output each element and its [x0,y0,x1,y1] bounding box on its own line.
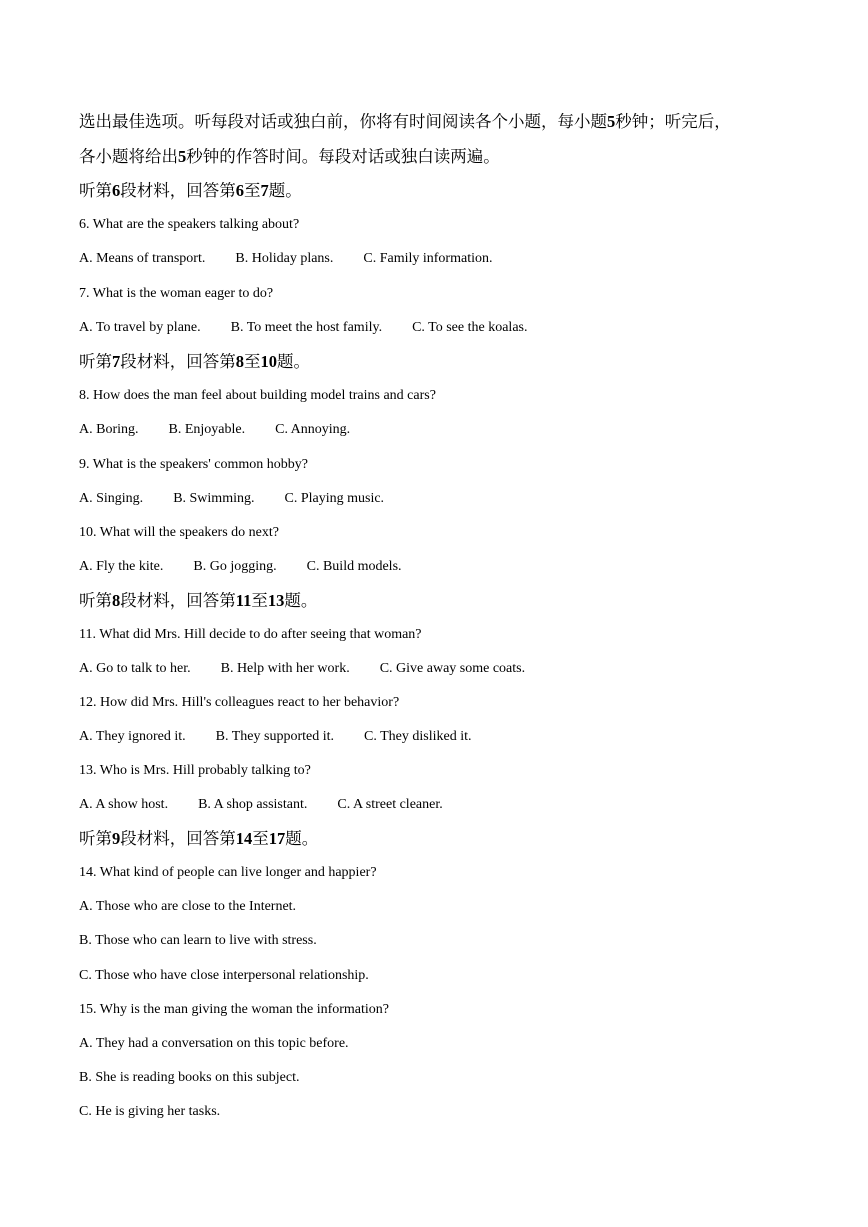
option-a[interactable]: A. To travel by plane. [79,320,201,335]
section-text: 至 [251,591,268,610]
section-number: 11 [235,591,252,610]
option-a[interactable]: A. Those who are close to the Internet. [79,899,297,914]
options-row [79,795,443,815]
section-heading [79,827,318,851]
instructions-number: 5 [607,112,616,131]
question-text: 10. What will the speakers do next? [79,525,279,540]
question-text: 8. How does the man feel about building model trains and cars? [79,388,436,403]
options-row [79,249,492,269]
option-a[interactable]: A. Boring. [79,422,139,437]
section-text: 听第 [79,591,112,610]
section-text: 听第 [79,352,112,371]
section-number: 8 [112,591,121,610]
section-number: 14 [235,829,253,848]
option-b[interactable]: B. Enjoyable. [168,422,246,437]
instructions-text: 选出最佳选项。听每段对话或独白前，你将有时间阅读各个小题，每小题 [79,112,607,131]
option-a[interactable]: A. They had a conversation on this topic before. [79,1036,349,1051]
section-text: 题。 [285,829,319,848]
instructions-text: 各小题将给出 [79,147,178,166]
instructions-line-1 [79,110,731,134]
option-c[interactable]: C. Those who have close interpersonal relationship. [79,968,369,983]
options-row [79,420,350,440]
question-text: 15. Why is the man giving the woman the information? [79,1002,390,1017]
section-text: 至 [244,181,261,200]
section-heading [79,589,317,613]
section-number: 10 [260,352,277,371]
option-a[interactable]: A. They ignored it. [79,729,186,744]
section-text: 至 [252,829,269,848]
instructions-number: 5 [178,147,187,166]
option-b[interactable]: B. To meet the host family. [230,320,383,335]
option-b[interactable]: B. Holiday plans. [235,251,334,266]
section-number: 6 [235,181,244,200]
option-a[interactable]: A. Fly the kite. [79,559,164,574]
section-text: 听第 [79,181,112,200]
question-text: 6. What are the speakers talking about? [79,217,300,232]
section-number: 7 [112,352,121,371]
section-number: 6 [112,181,121,200]
option-c[interactable]: C. Give away some coats. [379,661,526,676]
question-text: 9. What is the speakers' common hobby? [79,457,308,472]
instructions-text: 秒钟的作答时间。每段对话或独白读两遍。 [186,147,500,166]
section-number: 17 [268,829,286,848]
option-c[interactable]: C. Build models. [306,559,402,574]
section-text: 听第 [79,829,112,848]
option-c[interactable]: C. Annoying. [275,422,351,437]
question-text: 12. How did Mrs. Hill's colleagues react to her behavior? [79,695,400,710]
section-number: 8 [235,352,244,371]
section-number: 9 [112,829,121,848]
options-row [79,659,525,679]
section-text: 段材料，回答第 [120,181,236,200]
section-text: 段材料，回答第 [120,591,236,610]
option-c[interactable]: C. A street cleaner. [337,797,443,812]
option-b[interactable]: B. Those who can learn to live with stress. [79,933,317,948]
question-text: 11. What did Mrs. Hill decide to do after seeing that woman? [79,627,422,642]
option-b[interactable]: B. A shop assistant. [198,797,308,812]
option-c[interactable]: C. They disliked it. [364,729,472,744]
instructions-text: 秒钟；听完后， [615,112,731,131]
section-heading [79,350,310,374]
section-number: 13 [267,591,285,610]
option-a[interactable]: A. Go to talk to her. [79,661,191,676]
instructions-line-2 [79,145,500,169]
options-row [79,318,527,338]
section-text: 段材料，回答第 [120,352,236,371]
options-row [79,727,471,747]
question-text: 7. What is the woman eager to do? [79,286,274,301]
options-row [79,557,402,577]
section-heading [79,179,302,203]
options-row [79,489,384,509]
section-text: 至 [244,352,261,371]
section-text: 题。 [284,591,318,610]
option-c[interactable]: C. Playing music. [284,491,385,506]
option-a[interactable]: A. Means of transport. [79,251,206,266]
option-b[interactable]: B. Swimming. [173,491,255,506]
option-a[interactable]: A. Singing. [79,491,144,506]
option-c[interactable]: C. He is giving her tasks. [79,1104,221,1119]
question-text: 13. Who is Mrs. Hill probably talking to? [79,763,311,778]
option-b[interactable]: B. They supported it. [215,729,335,744]
option-c[interactable]: C. To see the koalas. [412,320,528,335]
question-text: 14. What kind of people can live longer and happier? [79,865,377,880]
section-text: 题。 [268,181,302,200]
option-b[interactable]: B. Go jogging. [193,559,277,574]
option-b[interactable]: B. Help with her work. [220,661,350,676]
section-text: 题。 [277,352,310,371]
section-number: 7 [260,181,269,200]
section-text: 段材料，回答第 [120,829,236,848]
option-c[interactable]: C. Family information. [363,251,493,266]
option-b[interactable]: B. She is reading books on this subject. [79,1070,300,1085]
option-a[interactable]: A. A show host. [79,797,169,812]
